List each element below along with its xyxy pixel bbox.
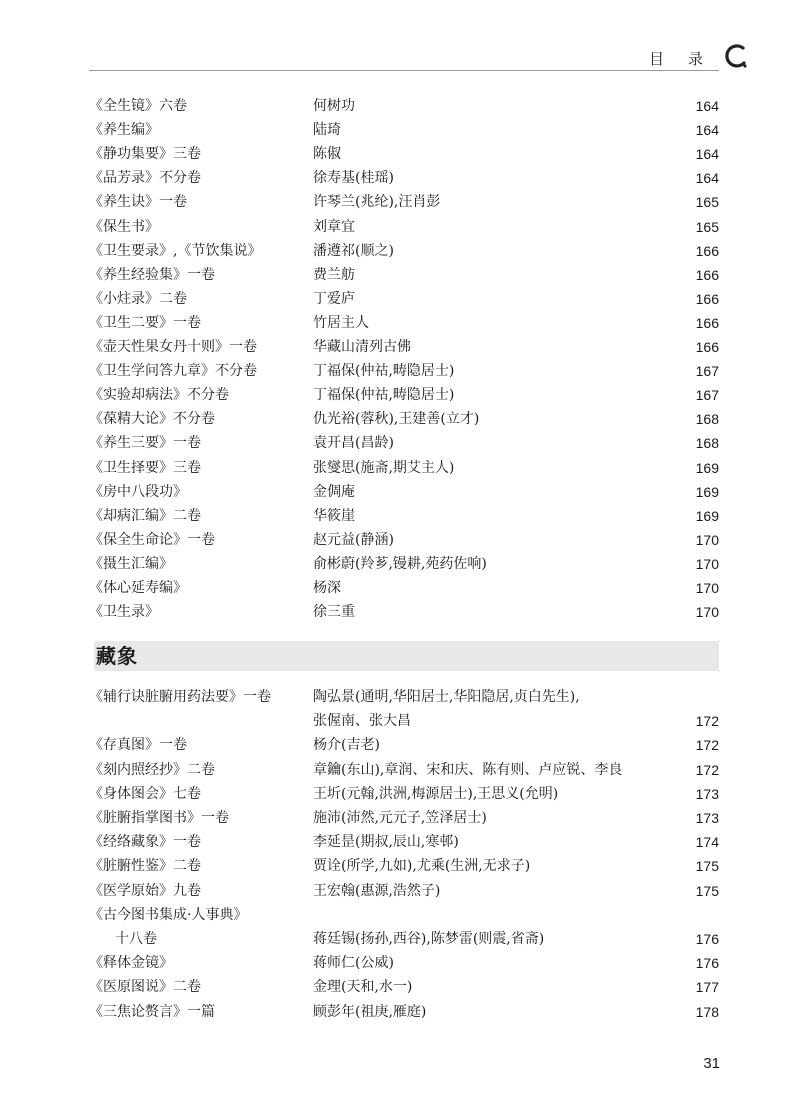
toc-entry [89, 709, 719, 733]
toc-entry [89, 854, 719, 878]
entry-author: 华藏山清列古佛 [313, 339, 411, 355]
toc-entry [89, 975, 719, 999]
entry-author: 金倜庵 [313, 483, 355, 500]
entry-title: 《三焦论赘言》一篇 [89, 1003, 215, 1020]
entry-author: 金理(天和,水一) [313, 979, 413, 996]
entry-page-number: 177 [695, 979, 719, 996]
entry-author: 蒋师仁(公威) [313, 955, 394, 972]
entry-page-number: 169 [695, 507, 719, 524]
toc-entry [89, 528, 719, 552]
entry-author: 杨介(吉老) [313, 737, 380, 754]
entry-title: 《摄生汇编》 [89, 555, 173, 572]
entry-author: 丁福保(仲祜,畴隐居士) [313, 363, 455, 380]
entry-author: 蒋廷锡(扬孙,西谷),陈梦雷(则震,省斋) [313, 931, 545, 947]
page-number: 31 [703, 1055, 720, 1072]
entry-author: 许琴兰(兆纶),汪肖彭 [313, 194, 441, 211]
toc-entry [89, 190, 719, 214]
toc-entry [89, 830, 719, 854]
entry-title: 《养生三要》一卷 [89, 435, 201, 452]
entry-title: 《保生书》 [89, 218, 159, 235]
toc-entry [89, 456, 719, 480]
entry-author: 费兰舫 [313, 266, 355, 283]
entry-author: 徐三重 [313, 604, 355, 621]
entry-author: 仇光裕(蓉秋),王建善(立才) [313, 411, 480, 428]
toc-entry [89, 600, 719, 624]
toc-entry [89, 287, 719, 311]
entry-page-number: 169 [695, 483, 719, 500]
section-heading: 藏象 [96, 644, 138, 668]
entry-page-number: 164 [695, 98, 719, 114]
entry-page-number: 176 [695, 931, 719, 947]
entry-author: 李延昰(期叔,辰山,寒邨) [313, 834, 459, 851]
toc-entry [89, 94, 719, 118]
entry-title: 《卫生录》 [89, 604, 159, 621]
entry-title: 《刻内照经抄》二卷 [89, 761, 215, 778]
entry-title: 《卫生要录》,《节饮集说》 [89, 242, 262, 259]
entry-author: 赵元益(静涵) [313, 531, 394, 548]
entry-title: 《卫生学问答九章》不分卷 [89, 363, 257, 380]
toc-entry [89, 383, 719, 407]
entry-title: 《却病汇编》二卷 [89, 507, 201, 524]
entry-author: 杨深 [313, 580, 341, 596]
entry-author: 俞彬蔚(羚芗,镘耕,苑药佐响) [313, 555, 487, 572]
entry-author: 施沛(沛然,元元子,笠泽居士) [313, 810, 487, 826]
entry-page-number: 170 [695, 604, 719, 621]
entry-page-number: 173 [695, 785, 719, 802]
toc-entry [89, 733, 719, 757]
entry-author: 丁福保(仲祜,畴隐居士) [313, 387, 455, 404]
toc-entry [89, 215, 719, 239]
toc-entry [89, 142, 719, 166]
entry-title: 《养生编》 [89, 122, 159, 139]
entry-page-number: 164 [695, 170, 719, 187]
toc-entry [89, 951, 719, 975]
entry-author: 陈俶 [313, 146, 341, 163]
entry-author: 陆琦 [313, 122, 341, 139]
entry-author: 顾彭年(祖庚,雁庭) [313, 1003, 427, 1020]
entry-page-number: 164 [695, 146, 719, 163]
entry-author: 华筱崖 [313, 507, 355, 524]
entry-author: 陶弘景(通明,华阳居士,华阳隐居,贞白先生), [313, 689, 580, 705]
entry-title: 《壶天性果女丹十则》一卷 [89, 339, 257, 355]
entry-title: 《静功集要》三卷 [89, 146, 201, 163]
entry-author: 袁开昌(昌龄) [313, 435, 394, 452]
entry-title: 《体心延寿编》 [89, 580, 187, 596]
header-ornament-icon [722, 41, 750, 71]
entry-title: 《全生镜》六卷 [89, 98, 187, 114]
entry-author: 贾诠(所学,九如),尤乘(生洲,无求子) [313, 858, 531, 875]
entry-author: 章鑰(东山),章润、宋和庆、陈有则、卢应锐、李良 [313, 761, 623, 778]
toc-entry [89, 1000, 719, 1024]
entry-page-number: 175 [695, 882, 719, 899]
entry-title: 《品芳录》不分卷 [89, 170, 201, 187]
toc-entry [89, 431, 719, 455]
toc-entry [89, 407, 719, 431]
entry-title: 《卫生择要》三卷 [89, 459, 201, 476]
toc-entry [89, 239, 719, 263]
entry-title: 《卫生二要》一卷 [89, 314, 201, 331]
entry-page-number: 172 [695, 737, 719, 754]
entry-page-number: 170 [695, 580, 719, 596]
entry-page-number: 170 [695, 555, 719, 572]
entry-title: 《葆精大论》不分卷 [89, 411, 215, 428]
toc-entry [89, 576, 719, 600]
entry-title: 《辅行诀脏腑用药法要》一卷 [89, 689, 271, 705]
toc-entry [89, 263, 719, 287]
entry-page-number: 172 [695, 713, 719, 730]
entry-title: 《房中八段功》 [89, 483, 187, 500]
entry-page-number: 173 [695, 810, 719, 826]
toc-entry [89, 927, 719, 951]
entry-title: 《古今图书集成·人事典》 [89, 906, 248, 923]
toc-entry [89, 903, 719, 927]
entry-page-number: 165 [695, 194, 719, 211]
section-heading-band [94, 641, 719, 671]
toc-entry [89, 685, 719, 709]
entry-author: 张燮思(施斋,期艾主人) [313, 459, 455, 476]
entry-author: 刘章宜 [313, 218, 355, 235]
entry-page-number: 178 [695, 1003, 719, 1020]
entry-page-number: 169 [695, 459, 719, 476]
entry-title: 十八卷 [115, 931, 157, 947]
entry-author: 竹居主人 [313, 314, 369, 331]
toc-entry [89, 480, 719, 504]
toc-entry [89, 806, 719, 830]
entry-page-number: 168 [695, 411, 719, 428]
entry-title: 《养生诀》一卷 [89, 194, 187, 211]
entry-title: 《医学原始》九卷 [89, 882, 201, 899]
entry-title: 《养生经验集》一卷 [89, 266, 215, 283]
entry-page-number: 175 [695, 858, 719, 875]
entry-page-number: 166 [695, 339, 719, 355]
entry-page-number: 176 [695, 955, 719, 972]
entry-page-number: 167 [695, 387, 719, 404]
entry-title: 《身体图会》七卷 [89, 785, 201, 802]
entry-title: 《脏腑指掌图书》一卷 [89, 810, 229, 826]
toc-entry [89, 758, 719, 782]
entry-page-number: 165 [695, 218, 719, 235]
toc-entry [89, 504, 719, 528]
entry-title: 《释体金镜》 [89, 955, 173, 972]
entry-author: 徐寿基(桂瑶) [313, 170, 394, 187]
entry-page-number: 170 [695, 531, 719, 548]
toc-entry [89, 879, 719, 903]
entry-title: 《小炷录》二卷 [89, 290, 187, 307]
entry-title: 《医原图说》二卷 [89, 979, 201, 996]
entry-author: 潘遵祁(顺之) [313, 242, 394, 259]
toc-entry [89, 552, 719, 576]
entry-title: 《保全生命论》一卷 [89, 531, 215, 548]
header-rule [89, 70, 719, 71]
entry-author: 何树功 [313, 98, 355, 114]
entry-page-number: 167 [695, 363, 719, 380]
toc-entry [89, 118, 719, 142]
entry-title: 《存真图》一卷 [89, 737, 187, 754]
entry-title: 《脏腑性鉴》二卷 [89, 858, 201, 875]
toc-entry [89, 335, 719, 359]
entry-title: 《实验却病法》不分卷 [89, 387, 229, 404]
entry-author: 王圻(元翰,洪洲,梅源居士),王思义(允明) [313, 785, 559, 802]
entry-page-number: 174 [695, 834, 719, 851]
entry-page-number: 166 [695, 242, 719, 259]
running-header-title: 目录 [649, 50, 728, 68]
entry-page-number: 166 [695, 266, 719, 283]
entry-page-number: 172 [695, 761, 719, 778]
entry-page-number: 164 [695, 122, 719, 139]
entry-author: 丁爱庐 [313, 290, 355, 307]
toc-entry [89, 359, 719, 383]
toc-entry [89, 166, 719, 190]
toc-entry [89, 311, 719, 335]
entry-page-number: 168 [695, 435, 719, 452]
entry-author: 张偓南、张大昌 [313, 713, 411, 730]
entry-author: 王宏翰(惠源,浩然子) [313, 882, 441, 899]
toc-entry [89, 782, 719, 806]
entry-page-number: 166 [695, 290, 719, 307]
entry-title: 《经络藏象》一卷 [89, 834, 201, 851]
entry-page-number: 166 [695, 314, 719, 331]
